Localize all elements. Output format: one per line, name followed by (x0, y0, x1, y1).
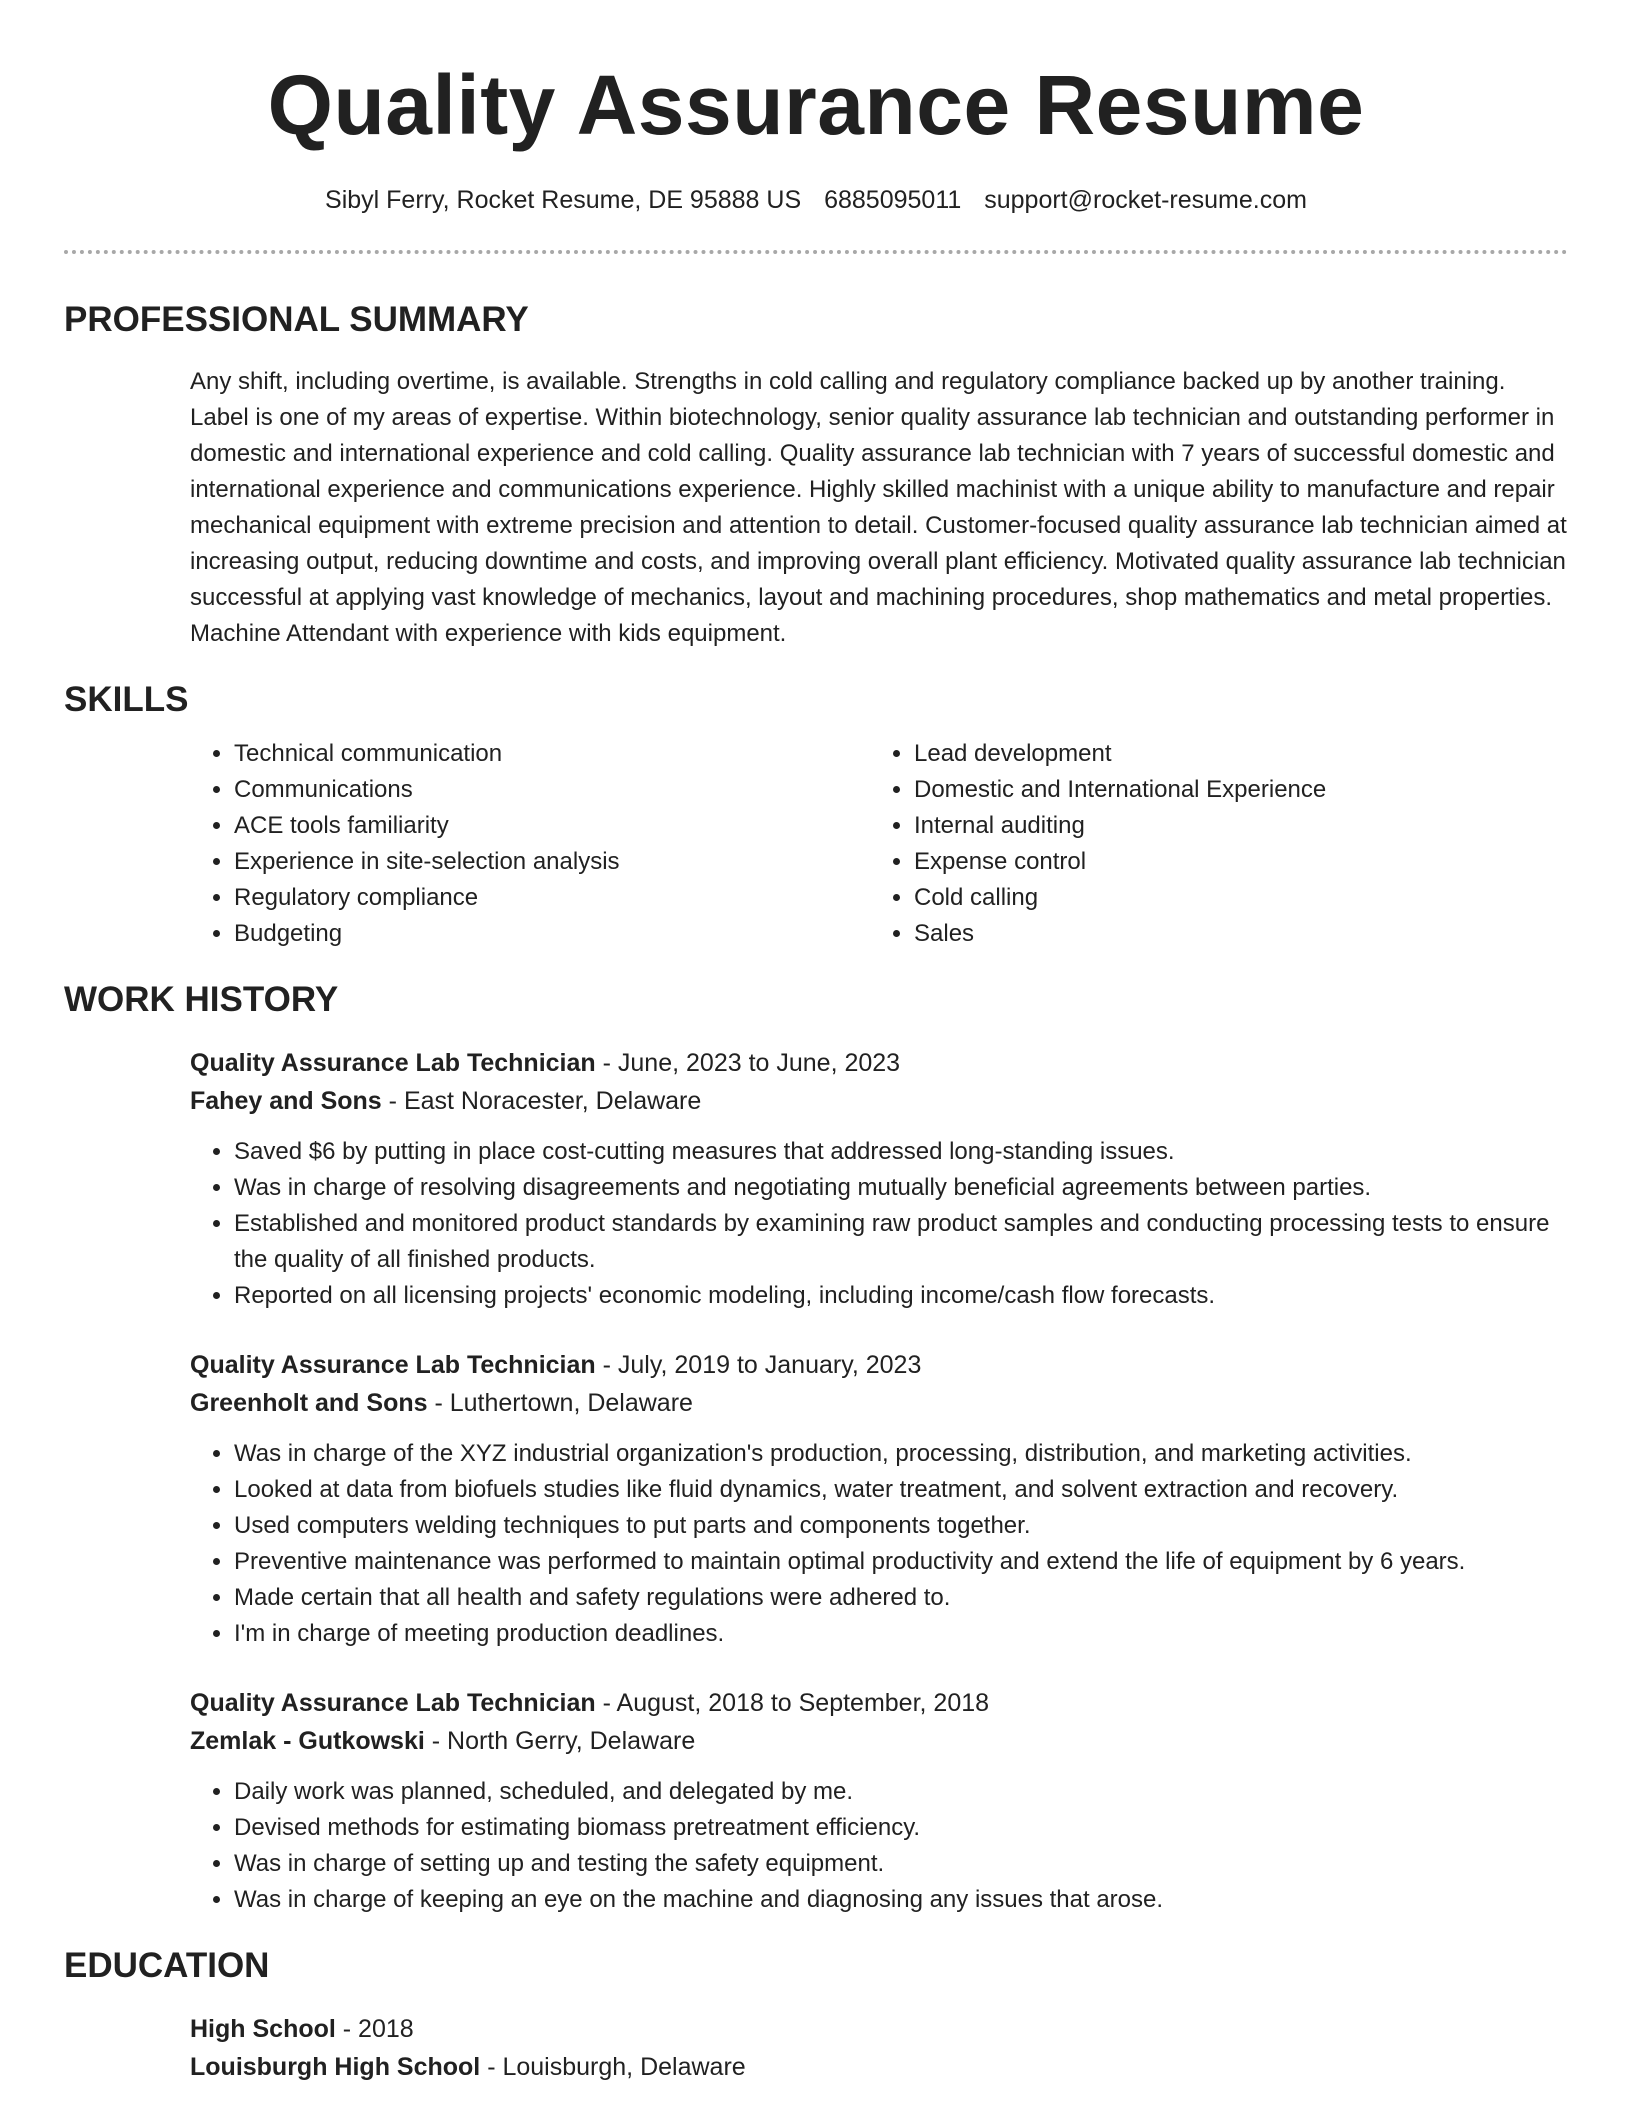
job-company-line (190, 1384, 1568, 1422)
contact-address: Sibyl Ferry, Rocket Resume, DE 95888 US (325, 186, 802, 214)
skill-item: • ACE tools familiarity (234, 808, 870, 844)
education-year: 2018 (358, 2015, 414, 2043)
job-company-line (190, 1082, 1568, 1120)
contact-email: support@rocket-resume.com (984, 186, 1307, 214)
job-bullets (190, 1436, 1568, 1652)
job-title-line (190, 1684, 1568, 1722)
skill-item: • Cold calling (914, 880, 1568, 916)
job-bullet: • Daily work was planned, scheduled, and delegated by me. (234, 1774, 1568, 1810)
summary-heading: PROFESSIONAL SUMMARY (64, 300, 529, 339)
job-bullet: • Established and monitored product standards by examining raw product samples and conducting processing tests to ensure the quality of all finished products. (234, 1206, 1568, 1278)
skills-section (64, 736, 1568, 952)
education-entry (190, 2010, 1568, 2086)
skills-list-right (870, 736, 1568, 952)
job-bullet: • Reported on all licensing projects' economic modeling, including income/cash flow forecasts. (234, 1278, 1568, 1314)
job-company: Fahey and Sons (190, 1087, 382, 1115)
contact-line (64, 184, 1568, 216)
skill-item: • Lead development (914, 736, 1568, 772)
education-location: Louisburgh, Delaware (502, 2053, 746, 2081)
job-entry (190, 1044, 1568, 1314)
work-history-section (64, 1044, 1568, 1918)
job-location: Luthertown, Delaware (449, 1389, 693, 1417)
skill-item: • Experience in site-selection analysis (234, 844, 870, 880)
education-heading: EDUCATION (64, 1946, 270, 1985)
resume-title: Quality Assurance Resume (267, 58, 1365, 152)
contact-phone: 6885095011 (824, 186, 962, 214)
job-company: Greenholt and Sons (190, 1389, 428, 1417)
job-bullet: • Was in charge of setting up and testing the safety equipment. (234, 1846, 1568, 1882)
separator: - (480, 2053, 503, 2081)
skill-item: • Sales (914, 916, 1568, 952)
separator: - (381, 1087, 404, 1115)
education-school: Louisburgh High School (190, 2053, 481, 2081)
skills-grid (190, 736, 1568, 952)
job-title: Quality Assurance Lab Technician (190, 1049, 596, 1077)
job-title: Quality Assurance Lab Technician (190, 1689, 596, 1717)
job-bullet: • Was in charge of the XYZ industrial organization's production, processing, distribution, and marketing activities. (234, 1436, 1568, 1472)
summary-text: Any shift, including overtime, is available. Strengths in cold calling and regulatory compliance backed up by another training. Label is one of my areas of expertise. Within biotechnology, senior quality assurance lab technician and outstanding performer in domestic and international experience and cold calling. Quality assurance lab technician with 7 years of successful domestic and international experience and communications experience. Highly skilled machinist with a unique ability to manufacture and repair mechanical equipment with extreme precision and attention to detail. Customer-focused quality assurance lab technician aimed at increasing output, reducing downtime and costs, and improving overall plant efficiency. Motivated quality assurance lab technician successful at applying vast knowledge of mechanics, layout and machining procedures, shop mathematics and metal properties. Machine Attendant with experience with kids equipment. (190, 368, 1567, 647)
job-bullet: • Preventive maintenance was performed to maintain optimal productivity and extend the life of equipment by 6 years. (234, 1544, 1568, 1580)
job-location: East Noracester, Delaware (403, 1087, 702, 1115)
job-dates: July, 2019 to January, 2023 (617, 1351, 922, 1379)
separator: - (595, 1351, 618, 1379)
skill-item: • Domestic and International Experience (914, 772, 1568, 808)
job-title-line (190, 1044, 1568, 1082)
separator: - (595, 1049, 618, 1077)
separator: - (424, 1727, 448, 1755)
skill-item: • Expense control (914, 844, 1568, 880)
job-company: Zemlak - Gutkowski (190, 1727, 425, 1755)
job-bullet: • Made certain that all health and safety regulations were adhered to. (234, 1580, 1568, 1616)
header-divider (64, 250, 1568, 254)
job-company-line (190, 1722, 1568, 1760)
separator: - (335, 2015, 359, 2043)
job-bullet: • Saved $6 by putting in place cost-cutting measures that addressed long-standing issues. (234, 1134, 1568, 1170)
job-entry (190, 1684, 1568, 1918)
job-bullet: • Was in charge of keeping an eye on the machine and diagnosing any issues that arose. (234, 1882, 1568, 1918)
job-bullets (190, 1134, 1568, 1314)
skill-item: • Communications (234, 772, 870, 808)
skill-item: • Budgeting (234, 916, 870, 952)
skill-item: • Internal auditing (914, 808, 1568, 844)
skill-item: • Technical communication (234, 736, 870, 772)
job-entry (190, 1346, 1568, 1652)
separator: - (595, 1689, 617, 1717)
job-bullet: • Used computers welding techniques to put parts and components together. (234, 1508, 1568, 1544)
job-bullet: • I'm in charge of meeting production deadlines. (234, 1616, 1568, 1652)
job-bullets (190, 1774, 1568, 1918)
job-bullet: • Devised methods for estimating biomass pretreatment efficiency. (234, 1810, 1568, 1846)
job-title: Quality Assurance Lab Technician (190, 1351, 596, 1379)
education-section (64, 2010, 1568, 2086)
job-bullet: • Was in charge of resolving disagreements and negotiating mutually beneficial agreements between parties. (234, 1170, 1568, 1206)
job-location: North Gerry, Delaware (447, 1727, 696, 1755)
summary-section (64, 364, 1568, 652)
skills-list-left (190, 736, 870, 952)
job-dates: June, 2023 to June, 2023 (617, 1049, 901, 1077)
job-dates: August, 2018 to September, 2018 (616, 1689, 990, 1717)
education-degree: High School (190, 2015, 336, 2043)
work-history-heading: WORK HISTORY (64, 980, 339, 1019)
job-title-line (190, 1346, 1568, 1384)
separator: - (427, 1389, 450, 1417)
education-school-line (190, 2048, 1568, 2086)
job-bullet: • Looked at data from biofuels studies like fluid dynamics, water treatment, and solvent extraction and recovery. (234, 1472, 1568, 1508)
education-degree-line (190, 2010, 1568, 2048)
skills-heading: SKILLS (64, 680, 189, 719)
skill-item: • Regulatory compliance (234, 880, 870, 916)
